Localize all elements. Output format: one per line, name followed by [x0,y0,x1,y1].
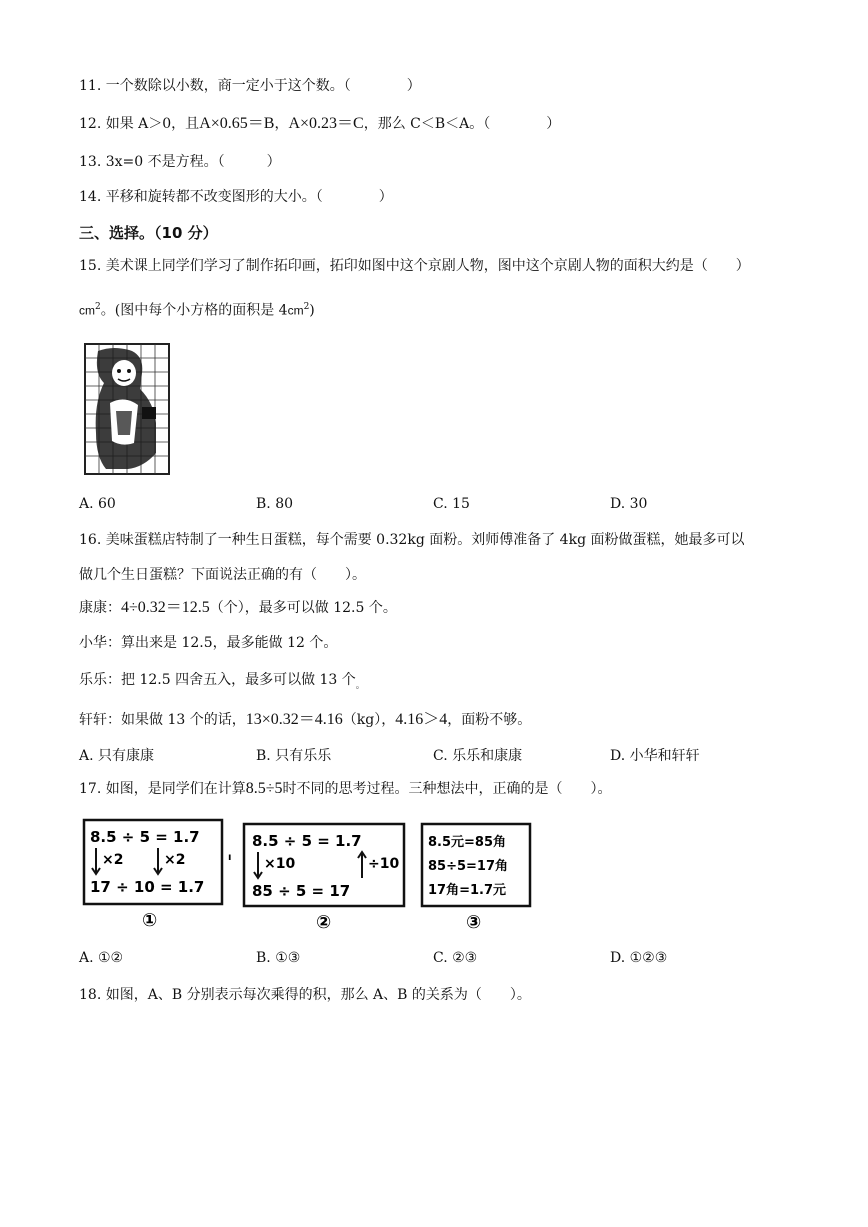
question-17 [79,779,612,799]
q16-statement-xuanxuan [79,710,531,730]
kangkang-equation: 4÷0.32＝12.5 [121,599,210,616]
unit-cm-2: cm [287,303,304,318]
box-1-label: ① [142,910,158,931]
lele-period: 。 [355,680,365,691]
q12-equation-b: A×0.65＝B [199,115,275,132]
q15-option-a[interactable]: A. 60 [79,496,116,512]
q16-statement-lele [79,670,365,696]
q17-suffix: 时不同的思考过程。三种想法中，正确的是（ ）。 [282,781,612,797]
xuanxuan-label: 轩轩：如果做 13 个的话， [79,712,246,728]
q16-statement-xiaohua: 小华：算出来是 12.5，最多能做 12 个。 [79,635,338,651]
unit-superscript-2: 2 [303,302,310,312]
q15-option-c[interactable]: C. 15 [433,496,470,512]
q15-grid-note: 。(图中每个小方格的面积是 4 [100,302,288,319]
question-12 [79,114,560,134]
question-15-line2 [79,297,315,321]
q17-option-c[interactable]: C. ②③ [433,950,478,966]
q16-option-b[interactable]: B. 只有乐乐 [256,748,332,764]
question-16-line1: 16. 美味蛋糕店特制了一种生日蛋糕，每个需要 0.32kg 面粉。刘师傅准备了 4kg 面粉做蛋糕，她最多可以 [79,532,745,548]
box-3-line-1: 8.5元=85角 [428,835,507,850]
opera-figure-grid-image [84,343,170,475]
question-14: 14. 平移和旋转都不改变图形的大小。（ ） [79,189,393,205]
question-15-line1: 15. 美术课上同学们学习了制作拓印画，拓印如图中这个京剧人物，图中这个京剧人物的面积大约是（ ） [79,258,750,274]
q16-statement-kangkang [79,598,397,618]
question-18: 18. 如图，A、B 分别表示每次乘得的积，那么 A、B 的关系为（ ）。 [79,987,531,1003]
question-13: 13. 3x=0 不是方程。（ ） [79,154,281,170]
xuanxuan-equation: 13×0.32＝4.16 [245,711,343,728]
q15-option-b[interactable]: B. 80 [256,496,294,512]
question-11: 11. 一个数除以小数，商一定小于这个数。（ ） [79,78,421,94]
box-2-bottom-equation: 85 ÷ 5 = 17 [252,882,351,900]
box-3-line-3: 17角=1.7元 [428,883,507,898]
box-2-op-left: ×10 [264,856,296,872]
q15-paren-close: ) [309,302,315,319]
q15-option-d[interactable]: D. 30 [610,496,648,512]
box-1-bottom-equation: 17 ÷ 10 = 1.7 [90,878,205,896]
question-16-line2: 做几个生日蛋糕？下面说法正确的有（ ）。 [79,567,366,583]
q17-thinking-figures [80,816,540,936]
q16-option-a[interactable]: A. 只有康康 [79,748,155,764]
xuanxuan-compare: 4.16＞4 [395,711,448,728]
lele-text: 乐乐：把 12.5 四舍五入，最多可以做 13 个 [79,672,356,688]
box-1-op-right: ×2 [164,852,186,868]
box-1-top-equation: 8.5 ÷ 5 = 1.7 [90,828,200,846]
xuanxuan-conclusion: ，面粉不够。 [447,712,532,728]
q17-option-b[interactable]: B. ①③ [256,950,301,966]
q17-prefix: 17. 如图，是同学们在计算 [79,781,246,797]
box-3-line-2: 85÷5=17角 [428,859,509,874]
svg-text:ı: ı [228,852,232,863]
box-2-label: ② [316,912,332,933]
unit-cm: cm [79,303,95,318]
kangkang-conclusion: （个），最多可以做 12.5 个。 [209,600,397,616]
q17-option-a[interactable]: A. ①② [79,950,124,966]
box-3-label: ③ [466,912,482,933]
box-1-op-left: ×2 [102,852,124,868]
q16-option-d[interactable]: D. 小华和轩轩 [610,748,700,764]
q12-equation-c: A×0.23＝C [288,115,364,132]
q12-prefix: 12. 如果 A＞0，且 [79,116,200,132]
q17-expression: 8.5÷5 [245,780,283,797]
q17-option-d[interactable]: D. ①②③ [610,950,668,966]
xuanxuan-unit: （kg）， [342,712,396,728]
q12-comma: ， [274,116,289,132]
section-heading-choice: 三、选择。（10 分） [79,224,218,242]
unit-superscript: 2 [95,302,101,312]
q16-option-c[interactable]: C. 乐乐和康康 [433,748,523,764]
q12-suffix: ，那么 C＜B＜A。（ ） [363,116,561,132]
box-2-top-equation: 8.5 ÷ 5 = 1.7 [252,832,362,850]
box-2-op-right: ÷10 [368,856,400,872]
kangkang-label: 康康： [79,600,121,616]
